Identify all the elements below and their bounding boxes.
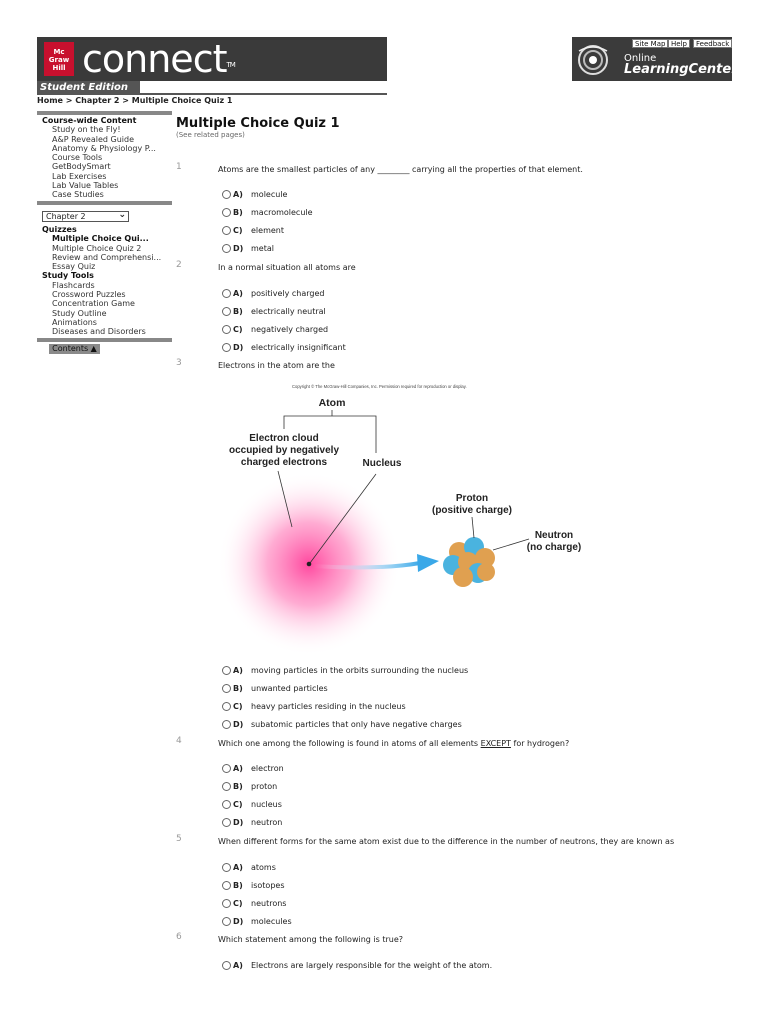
- logo-line-1: Mc: [53, 48, 65, 56]
- option-letter: B): [233, 306, 243, 316]
- figure-label-proton: Proton: [455, 493, 489, 504]
- sidebar-item-flashcards[interactable]: Flashcards: [52, 280, 95, 290]
- sidebar-heading-quizzes: Quizzes: [42, 225, 77, 234]
- nucleus-dot: [307, 562, 312, 567]
- question-number: 5: [176, 834, 182, 844]
- answer-option[interactable]: [222, 323, 328, 335]
- option-letter: D): [233, 719, 244, 729]
- question-text: [218, 739, 569, 748]
- figure-label-atom: Atom: [318, 397, 346, 409]
- answer-option[interactable]: [222, 915, 292, 927]
- neutron-pointer: [493, 539, 529, 550]
- neutron-particle: [453, 567, 473, 587]
- header-divider: [37, 93, 387, 95]
- option-letter: C): [233, 701, 243, 711]
- sidebar-item-case-studies[interactable]: Case Studies: [52, 190, 104, 200]
- neutron-particle: [477, 563, 495, 581]
- radio-button[interactable]: [222, 666, 231, 675]
- radio-button[interactable]: [222, 289, 231, 298]
- option-letter: C): [233, 898, 243, 908]
- option-letter: C): [233, 799, 243, 809]
- sidebar-item-quiz-1[interactable]: Multiple Choice Qui...: [52, 234, 149, 244]
- question-number: 6: [176, 932, 182, 942]
- question-emphasis: EXCEPT: [480, 739, 511, 748]
- option-text: metal: [251, 243, 274, 253]
- option-text: electron: [251, 763, 284, 773]
- sidebar-heading-course: Course-wide Content: [42, 116, 137, 125]
- answer-option[interactable]: [222, 780, 277, 792]
- radio-button[interactable]: [222, 818, 231, 827]
- question-text-part: for hydrogen?: [510, 739, 570, 748]
- site-map-button[interactable]: Site Map: [632, 39, 668, 48]
- sidebar-item-essay-quiz[interactable]: Essay Quiz: [52, 262, 96, 272]
- sidebar-heading-study-tools: Study Tools: [42, 271, 94, 281]
- olc-online-text: Online: [624, 53, 657, 64]
- contents-tab[interactable]: Contents ▲: [49, 344, 100, 354]
- option-text: macromolecule: [251, 207, 313, 217]
- option-text: neutron: [251, 817, 283, 827]
- figure-label-proton-charge: (positive charge): [431, 505, 513, 516]
- breadcrumb-separator: >: [122, 96, 129, 105]
- radio-button[interactable]: [222, 684, 231, 693]
- sidebar-item-lab-value-tables[interactable]: Lab Value Tables: [52, 181, 119, 191]
- option-text: neutrons: [251, 898, 287, 908]
- breadcrumb: [37, 96, 232, 105]
- question-text-part: Which one among the following is found in atoms of all elements: [218, 739, 481, 748]
- question-number: 2: [176, 260, 182, 270]
- radio-button[interactable]: [222, 720, 231, 729]
- option-text: heavy particles residing in the nucleus: [251, 701, 406, 711]
- option-text: electrically insignificant: [251, 342, 346, 352]
- question-number: 4: [176, 736, 182, 746]
- figure-label-cloud-3: charged electrons: [240, 457, 328, 468]
- sidebar-item-crossword[interactable]: Crossword Puzzles: [52, 290, 126, 300]
- option-text: isotopes: [251, 880, 285, 890]
- answer-option[interactable]: [222, 897, 286, 909]
- sidebar-bottom-rule: [37, 338, 172, 342]
- sidebar-item-anatomy-physiology[interactable]: Anatomy & Physiology P...: [52, 143, 156, 153]
- mcgraw-hill-logo: [44, 42, 74, 76]
- online-learning-center-logo: [572, 37, 738, 81]
- option-letter: D): [233, 916, 244, 926]
- option-text: unwanted particles: [251, 683, 328, 693]
- answer-option[interactable]: [222, 682, 328, 694]
- question-text: When different forms for the same atom exist due to the difference in the number of neutrons, they are known as: [218, 837, 675, 846]
- option-letter: A): [233, 960, 243, 970]
- radio-button[interactable]: [222, 307, 231, 316]
- option-text: positively charged: [251, 288, 325, 298]
- option-letter: A): [233, 862, 243, 872]
- radio-button[interactable]: [222, 881, 231, 890]
- option-text: molecule: [251, 189, 288, 199]
- answer-option[interactable]: [222, 287, 324, 299]
- option-letter: D): [233, 817, 244, 827]
- sidebar-item-course-tools[interactable]: Course Tools: [52, 153, 103, 163]
- option-letter: C): [233, 324, 243, 334]
- sidebar-item-getbodysmart[interactable]: GetBodySmart: [52, 162, 111, 172]
- option-letter: B): [233, 781, 243, 791]
- sidebar-item-review[interactable]: Review and Comprehensi...: [52, 252, 162, 262]
- radio-button[interactable]: [222, 899, 231, 908]
- logo-line-2: Graw: [48, 56, 70, 64]
- answer-option[interactable]: [222, 224, 284, 236]
- option-text: nucleus: [251, 799, 282, 809]
- option-text: Electrons are largely responsible for the weight of the atom.: [251, 960, 493, 970]
- connect-wordmark: [82, 37, 235, 81]
- answer-option[interactable]: [222, 718, 462, 730]
- radio-button[interactable]: [222, 800, 231, 809]
- breadcrumb-current: Multiple Choice Quiz 1: [131, 96, 233, 105]
- olc-swirl-icon: [574, 43, 612, 77]
- sidebar-item-ap-revealed[interactable]: A&P Revealed Guide: [52, 134, 135, 144]
- answer-option[interactable]: [222, 700, 406, 712]
- question-text: Atoms are the smallest particles of any ________ carrying all the properties of that element.: [218, 165, 583, 174]
- figure-label-cloud-2: occupied by negatively: [228, 445, 340, 456]
- radio-button[interactable]: [222, 226, 231, 235]
- sidebar-mid-rule: [37, 201, 172, 205]
- option-letter: C): [233, 225, 243, 235]
- option-letter: B): [233, 683, 243, 693]
- breadcrumb-chapter[interactable]: Chapter 2: [75, 96, 120, 105]
- figure-copyright: Copyright © The McGraw-Hill Companies, Inc. Permission required for reproduction or display.: [292, 384, 467, 389]
- page-title: Multiple Choice Quiz 1: [176, 116, 340, 131]
- answer-option[interactable]: [222, 798, 282, 810]
- option-text: subatomic particles that only have negative charges: [251, 719, 462, 729]
- nucleus-cluster: [443, 537, 495, 587]
- option-text: atoms: [251, 862, 276, 872]
- option-letter: A): [233, 288, 243, 298]
- answer-option[interactable]: [222, 341, 346, 353]
- answer-option[interactable]: [222, 188, 287, 200]
- answer-option[interactable]: [222, 762, 284, 774]
- connect-text: connect: [82, 37, 227, 81]
- sidebar-item-lab-exercises[interactable]: Lab Exercises: [52, 171, 107, 181]
- radio-button[interactable]: [222, 863, 231, 872]
- radio-button[interactable]: [222, 343, 231, 352]
- proton-pointer: [472, 517, 474, 538]
- sidebar-item-concentration[interactable]: Concentration Game: [52, 299, 135, 309]
- atom-diagram: [210, 380, 600, 660]
- question-text: In a normal situation all atoms are: [218, 263, 356, 272]
- option-text: electrically neutral: [251, 306, 326, 316]
- question-text: Which statement among the following is true?: [218, 935, 404, 944]
- question-text: Electrons in the atom are the: [218, 361, 335, 370]
- option-letter: B): [233, 207, 243, 217]
- option-text: proton: [251, 781, 278, 791]
- chapter-select[interactable]: [42, 211, 129, 222]
- student-edition-label: Student Edition: [37, 81, 140, 94]
- olc-learning-center-text: LearningCenter: [624, 62, 738, 77]
- trademark: TM: [226, 61, 235, 69]
- breadcrumb-separator: >: [65, 96, 73, 105]
- feedback-button[interactable]: Feedback: [693, 39, 732, 48]
- option-letter: A): [233, 189, 243, 199]
- option-text: negatively charged: [251, 324, 329, 334]
- chapter-select-value: Chapter 2: [46, 212, 86, 221]
- answer-option[interactable]: [222, 879, 284, 891]
- radio-button[interactable]: [222, 244, 231, 253]
- radio-button[interactable]: [222, 782, 231, 791]
- chevron-down-icon: ⌄: [118, 210, 126, 220]
- radio-button[interactable]: [222, 208, 231, 217]
- answer-option[interactable]: [222, 959, 492, 971]
- breadcrumb-home[interactable]: Home: [37, 96, 63, 105]
- option-text: molecules: [251, 916, 292, 926]
- answer-option[interactable]: [222, 664, 468, 676]
- option-letter: A): [233, 665, 243, 675]
- option-text: moving particles in the orbits surrounding the nucleus: [251, 665, 469, 675]
- sidebar: [37, 113, 172, 200]
- logo-line-3: Hill: [52, 64, 66, 72]
- figure-label-neutron: Neutron: [534, 530, 574, 541]
- connect-banner: [37, 37, 387, 81]
- figure-label-nucleus: Nucleus: [362, 458, 402, 469]
- question-number: 3: [176, 358, 182, 368]
- option-letter: A): [233, 763, 243, 773]
- radio-button[interactable]: [222, 764, 231, 773]
- see-related-pages-link[interactable]: (See related pages): [176, 131, 245, 139]
- answer-option[interactable]: [222, 305, 326, 317]
- help-button[interactable]: Help: [668, 39, 690, 48]
- arrow-head: [417, 554, 439, 572]
- answer-option[interactable]: [222, 206, 313, 218]
- radio-button[interactable]: [222, 702, 231, 711]
- option-letter: B): [233, 880, 243, 890]
- option-text: element: [251, 225, 284, 235]
- option-letter: D): [233, 243, 244, 253]
- sidebar-chapter-section: [37, 225, 172, 337]
- sidebar-item-animations[interactable]: Animations: [52, 317, 97, 327]
- radio-button[interactable]: [222, 325, 231, 334]
- radio-button[interactable]: [222, 190, 231, 199]
- option-letter: D): [233, 342, 244, 352]
- sidebar-item-study-outline[interactable]: Study Outline: [52, 308, 107, 318]
- sidebar-item-quiz-2[interactable]: Multiple Choice Quiz 2: [52, 243, 142, 253]
- sidebar-item-diseases[interactable]: Diseases and Disorders: [52, 327, 146, 337]
- answer-option[interactable]: [222, 242, 274, 254]
- radio-button[interactable]: [222, 961, 231, 970]
- radio-button[interactable]: [222, 917, 231, 926]
- answer-option[interactable]: [222, 816, 282, 828]
- figure-label-neutron-charge: (no charge): [526, 542, 582, 553]
- figure-label-cloud-1: Electron cloud: [249, 433, 319, 444]
- sidebar-item-study-on-the-fly[interactable]: Study on the Fly!: [52, 125, 121, 135]
- answer-option[interactable]: [222, 861, 276, 873]
- question-number: 1: [176, 162, 182, 172]
